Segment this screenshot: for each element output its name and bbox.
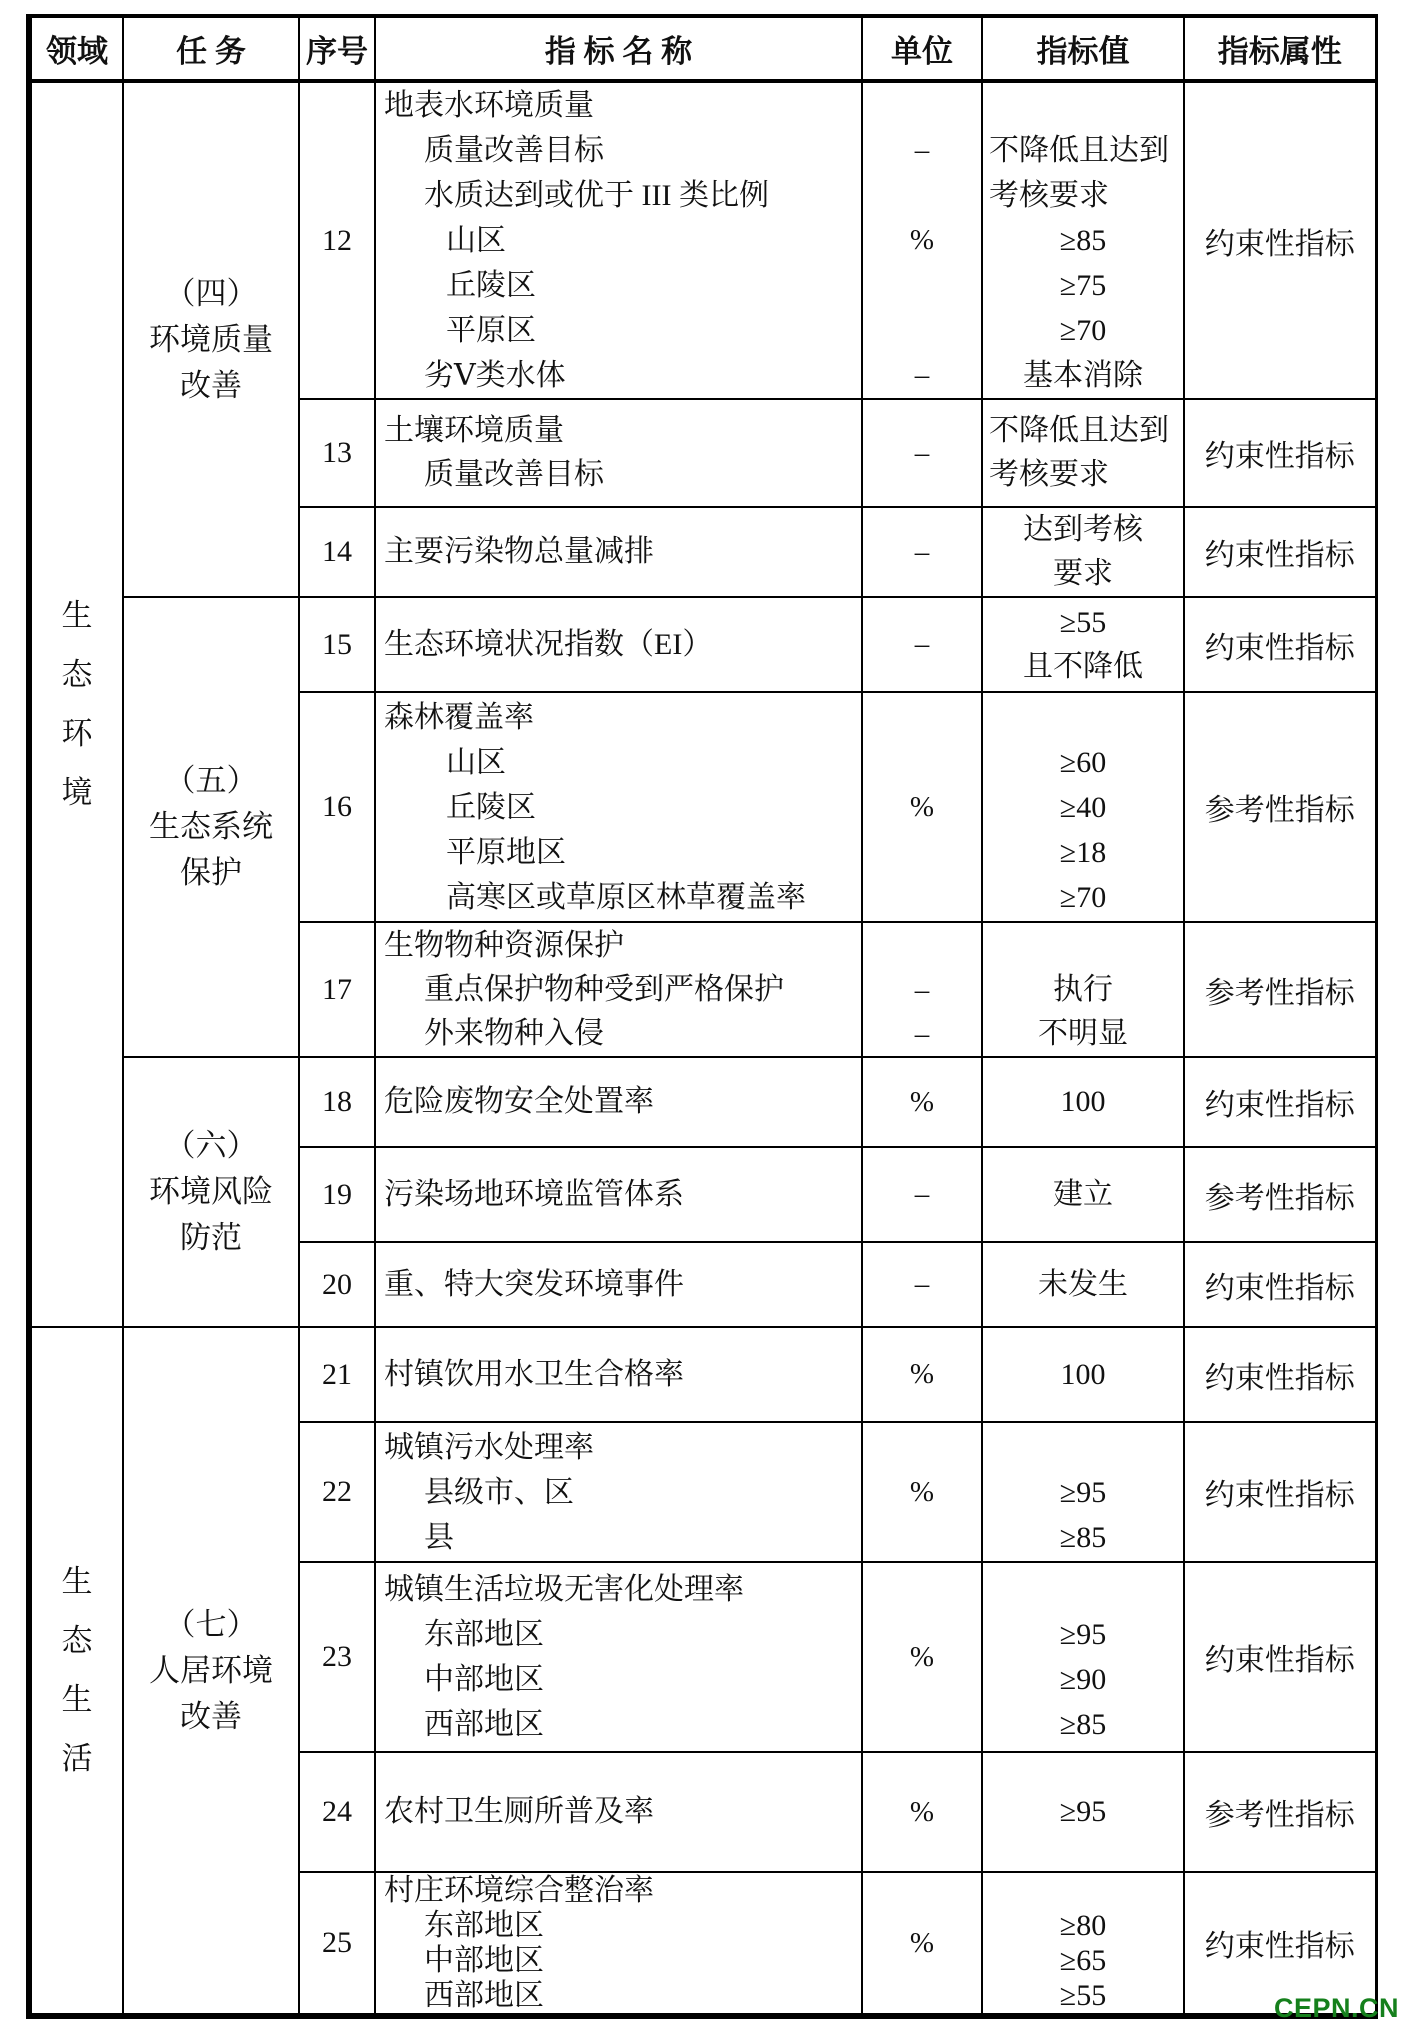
- unit-value: –: [914, 1268, 930, 1300]
- attribute-cell: [1184, 399, 1376, 507]
- unit-value: %: [909, 1085, 935, 1118]
- value-cell: [982, 1422, 1184, 1562]
- indicator-name-line: 山区: [446, 224, 506, 257]
- attribute-value: 参考性指标: [1204, 794, 1355, 827]
- value-cell: [982, 507, 1184, 597]
- task-cell: [123, 81, 299, 597]
- domain-label: [32, 1566, 122, 1775]
- domain-label: [32, 600, 122, 809]
- indicator-name-line: 平原区: [446, 314, 536, 347]
- indicator-name-cell: [375, 1327, 862, 1422]
- indicator-value: [983, 924, 1183, 968]
- attribute-value: 参考性指标: [1204, 976, 1355, 1010]
- unit-cell: [862, 1242, 982, 1327]
- header-unit: 单位: [862, 16, 982, 81]
- indicator-name-line: 外来物种入侵: [424, 1016, 604, 1050]
- task-label-line: 生态系统: [149, 809, 273, 844]
- indicator-value: 100: [1060, 1085, 1106, 1118]
- unit-cell: [862, 507, 982, 597]
- unit-cell: [862, 399, 982, 507]
- seq-cell: 14: [299, 507, 375, 597]
- unit-value: %: [909, 1926, 935, 1959]
- seq-cell: 22: [299, 1422, 375, 1562]
- value-cell: [982, 1872, 1184, 2016]
- header-attribute: 指标属性: [1184, 16, 1376, 81]
- domain-char: 活: [61, 1741, 93, 1776]
- header-domain: 领域: [29, 16, 123, 81]
- indicator-value: 达到考核: [1023, 513, 1143, 546]
- attribute-cell: [1184, 81, 1376, 399]
- seq-cell: 21: [299, 1327, 375, 1422]
- domain-char: 境: [61, 775, 93, 810]
- unit-cell: [862, 1752, 982, 1872]
- indicator-name-cell: [375, 507, 862, 597]
- indicator-name-line: 西部地区: [424, 1708, 544, 1741]
- indicator-value: [983, 1567, 1183, 1612]
- indicator-value: ≥18: [1059, 835, 1107, 869]
- indicator-name-line: 村镇饮用水卫生合格率: [384, 1357, 684, 1391]
- value-cell: [982, 399, 1184, 507]
- indicator-value: ≥70: [1059, 880, 1107, 914]
- indicator-value: ≥60: [1059, 745, 1107, 779]
- indicator-value: [983, 1873, 1183, 1908]
- task-label-line: （四）: [164, 275, 258, 311]
- indicator-value: ≥70: [1059, 314, 1107, 347]
- task-label-line: 改善: [180, 367, 242, 403]
- task-label-line: 环境风险: [149, 1174, 273, 1209]
- task-cell: [123, 1327, 299, 2016]
- table-header: [29, 16, 1376, 81]
- task-label-line: 防范: [180, 1220, 242, 1255]
- indicator-name-cell: [375, 399, 862, 507]
- attribute-value: 约束性指标: [1204, 1089, 1355, 1122]
- indicator-name-line: 生物物种资源保护: [384, 928, 624, 962]
- indicator-value: [983, 1425, 1183, 1470]
- indicator-value: 不降低且达到: [989, 414, 1169, 447]
- unit-cell: [862, 1327, 982, 1422]
- attribute-value: 约束性指标: [1204, 1271, 1355, 1305]
- unit-value: –: [914, 628, 930, 660]
- indicator-name-line: 丘陵区: [446, 269, 536, 302]
- indicator-name-line: 中部地区: [424, 1944, 544, 1977]
- indicator-value: 不明显: [1038, 1016, 1128, 1050]
- indicator-name-cell: [375, 597, 862, 692]
- table-row: [29, 597, 1376, 692]
- indicator-name-line: 重点保护物种受到严格保护: [424, 972, 784, 1006]
- value-cell: [982, 922, 1184, 1057]
- indicator-name-line: 东部地区: [424, 1618, 544, 1651]
- indicator-name-cell: [375, 692, 862, 922]
- indicator-value: 考核要求: [989, 458, 1109, 491]
- domain-char: 态: [61, 1623, 93, 1658]
- indicator-value: ≥95: [1059, 1475, 1107, 1509]
- unit-cell: [862, 81, 982, 399]
- indicator-value: 要求: [1053, 557, 1113, 590]
- attribute-cell: [1184, 1422, 1376, 1562]
- task-label-line: 保护: [180, 855, 242, 890]
- indicator-value: 未发生: [1038, 1267, 1128, 1301]
- unit-value: [863, 263, 981, 308]
- header-seq: 序号: [299, 16, 375, 81]
- indicator-value: ≥85: [1059, 1520, 1107, 1554]
- unit-value: –: [914, 1178, 930, 1210]
- indicator-name-line: 森林覆盖率: [384, 700, 534, 734]
- unit-cell: [862, 1872, 982, 2016]
- indicator-value: ≥80: [1059, 1909, 1107, 1942]
- value-cell: [982, 597, 1184, 692]
- unit-value: %: [909, 1795, 935, 1828]
- domain-char: 生: [61, 1564, 93, 1599]
- unit-cell: [862, 1147, 982, 1242]
- header-task: 任 务: [123, 16, 299, 81]
- unit-value: [863, 83, 981, 128]
- unit-value: –: [914, 535, 930, 568]
- seq-cell: 25: [299, 1872, 375, 2016]
- unit-value: –: [914, 436, 930, 469]
- task-label-line: （六）: [164, 1128, 258, 1163]
- indicator-name-line: 平原地区: [446, 835, 566, 869]
- indicator-name-line: 重、特大突发环境事件: [384, 1267, 684, 1301]
- attribute-value: 约束性指标: [1204, 227, 1355, 261]
- unit-cell: [862, 1562, 982, 1752]
- indicator-name-line: 西部地区: [424, 1979, 544, 2012]
- indicator-value: ≥85: [1059, 224, 1107, 257]
- indicator-name-line: 县: [424, 1520, 454, 1554]
- indicator-name-line: 污染场地环境监管体系: [384, 1177, 684, 1211]
- indicator-value: 且不降低: [1023, 649, 1143, 683]
- seq-cell: 24: [299, 1752, 375, 1872]
- unit-value: –: [914, 359, 930, 391]
- seq-cell: 15: [299, 597, 375, 692]
- attribute-cell: [1184, 1562, 1376, 1752]
- header-indicator-name: 指 标 名 称: [375, 16, 862, 81]
- indicator-value: ≥40: [1059, 790, 1107, 824]
- unit-value: [863, 173, 981, 218]
- value-cell: [982, 1147, 1184, 1242]
- value-cell: [982, 81, 1184, 399]
- domain-cell: [29, 81, 123, 1327]
- attribute-cell: [1184, 1147, 1376, 1242]
- indicator-value: 不降低且达到: [989, 134, 1169, 167]
- attribute-value: 约束性指标: [1204, 1930, 1355, 1963]
- indicator-name-cell: [375, 1872, 862, 2016]
- indicator-value: 考核要求: [989, 179, 1109, 212]
- indicator-name-line: 城镇污水处理率: [384, 1430, 594, 1464]
- task-label: [124, 1602, 298, 1740]
- indicator-name-cell: [375, 81, 862, 399]
- unit-value: %: [909, 1358, 935, 1390]
- indicators-table: [26, 14, 1378, 2019]
- indicator-name-line: 生态环境状况指数（EI）: [384, 627, 713, 661]
- unit-value: %: [909, 1475, 935, 1508]
- attribute-value: 参考性指标: [1204, 1799, 1355, 1832]
- indicator-name-line: 高寒区或草原区林草覆盖率: [446, 880, 806, 914]
- indicator-name-line: 城镇生活垃圾无害化处理率: [384, 1573, 744, 1606]
- seq-cell: 19: [299, 1147, 375, 1242]
- task-label: [124, 758, 298, 896]
- unit-value: –: [914, 134, 930, 166]
- domain-char: 态: [61, 657, 93, 692]
- unit-cell: [862, 922, 982, 1057]
- unit-value: [863, 924, 981, 968]
- attribute-value: 约束性指标: [1204, 1479, 1355, 1512]
- seq-cell: 13: [299, 399, 375, 507]
- indicator-name-line: 农村卫生厕所普及率: [384, 1795, 654, 1828]
- value-cell: [982, 692, 1184, 922]
- indicator-name-line: 危险废物安全处置率: [384, 1085, 654, 1118]
- indicator-name-line: 主要污染物总量减排: [384, 535, 654, 568]
- indicator-name-cell: [375, 1562, 862, 1752]
- attribute-cell: [1184, 507, 1376, 597]
- task-label-line: 改善: [180, 1698, 242, 1734]
- indicator-name-line: 土壤环境质量: [384, 414, 564, 447]
- unit-value: %: [909, 790, 935, 823]
- indicator-value: 执行: [1053, 972, 1113, 1006]
- unit-cell: [862, 597, 982, 692]
- task-cell: [123, 1057, 299, 1327]
- table-row: [29, 1057, 1376, 1147]
- indicator-name-line: 地表水环境质量: [384, 89, 594, 122]
- attribute-cell: [1184, 692, 1376, 922]
- indicator-name-line: 丘陵区: [446, 790, 536, 824]
- seq-cell: 12: [299, 81, 375, 399]
- task-label: [124, 1123, 298, 1261]
- task-label: [124, 271, 298, 409]
- value-cell: [982, 1327, 1184, 1422]
- attribute-value: 约束性指标: [1204, 1361, 1355, 1395]
- attribute-value: 约束性指标: [1204, 539, 1355, 572]
- indicator-name-line: 水质达到或优于 III 类比例: [424, 179, 769, 212]
- domain-char: 环: [61, 716, 93, 751]
- indicator-value: ≥75: [1059, 269, 1107, 302]
- seq-cell: 17: [299, 922, 375, 1057]
- indicator-value: ≥55: [1059, 605, 1107, 639]
- header-row: [29, 16, 1376, 81]
- unit-cell: [862, 692, 982, 922]
- attribute-value: 参考性指标: [1204, 1181, 1355, 1215]
- attribute-cell: [1184, 1327, 1376, 1422]
- value-cell: [982, 1562, 1184, 1752]
- attribute-value: 约束性指标: [1204, 1644, 1355, 1677]
- indicator-name-cell: [375, 1057, 862, 1147]
- header-value: 指标值: [982, 16, 1184, 81]
- indicator-name-line: 劣Ⅴ类水体: [424, 359, 566, 392]
- unit-value: [863, 308, 981, 353]
- table-row: [29, 1327, 1376, 1422]
- indicator-value: ≥95: [1059, 1795, 1107, 1828]
- task-label-line: （七）: [164, 1606, 258, 1642]
- indicator-name-line: 中部地区: [424, 1663, 544, 1696]
- attribute-value: 约束性指标: [1204, 631, 1355, 665]
- value-cell: [982, 1242, 1184, 1327]
- indicator-value: 基本消除: [1023, 359, 1143, 392]
- attribute-cell: [1184, 922, 1376, 1057]
- task-label-line: 人居环境: [149, 1652, 273, 1688]
- indicator-name-line: 东部地区: [424, 1909, 544, 1942]
- indicator-name-line: 山区: [446, 745, 506, 779]
- seq-cell: 23: [299, 1562, 375, 1752]
- indicator-name-line: 质量改善目标: [424, 458, 604, 491]
- attribute-value: 约束性指标: [1204, 440, 1355, 473]
- indicator-name-line: 质量改善目标: [424, 134, 604, 167]
- indicator-name-line: 村庄环境综合整治率: [384, 1874, 654, 1907]
- indicator-name-cell: [375, 922, 862, 1057]
- indicator-value: ≥85: [1059, 1708, 1107, 1741]
- indicator-value: [983, 83, 1183, 128]
- unit-cell: [862, 1422, 982, 1562]
- watermark: CEPN.CN: [1273, 1993, 1399, 2023]
- indicator-name-cell: [375, 1422, 862, 1562]
- attribute-cell: [1184, 597, 1376, 692]
- indicator-name-line: 县级市、区: [424, 1475, 574, 1509]
- indicator-value: ≥95: [1059, 1618, 1107, 1651]
- unit-cell: [862, 1057, 982, 1147]
- indicator-value: ≥55: [1059, 1979, 1107, 2012]
- indicator-value: ≥90: [1059, 1663, 1107, 1696]
- unit-value: –: [914, 973, 930, 1006]
- indicator-value: [983, 695, 1183, 740]
- unit-value: %: [909, 224, 935, 256]
- indicator-name-cell: [375, 1242, 862, 1327]
- domain-char: 生: [61, 598, 93, 633]
- indicator-name-cell: [375, 1147, 862, 1242]
- unit-value: %: [909, 1640, 935, 1673]
- indicator-value: 100: [1060, 1357, 1106, 1391]
- value-cell: [982, 1057, 1184, 1147]
- seq-cell: 18: [299, 1057, 375, 1147]
- seq-cell: 20: [299, 1242, 375, 1327]
- task-label-line: （五）: [164, 763, 258, 798]
- value-cell: [982, 1752, 1184, 1872]
- task-cell: [123, 597, 299, 1057]
- domain-cell: [29, 1327, 123, 2016]
- domain-char: 生: [61, 1682, 93, 1717]
- table-body: [29, 81, 1376, 2016]
- attribute-cell: [1184, 1752, 1376, 1872]
- table-row: [29, 81, 1376, 399]
- unit-value: –: [914, 1017, 930, 1050]
- attribute-cell: [1184, 1057, 1376, 1147]
- indicator-value: 建立: [1053, 1177, 1113, 1211]
- attribute-cell: [1184, 1242, 1376, 1327]
- indicator-name-cell: [375, 1752, 862, 1872]
- indicator-value: ≥65: [1059, 1944, 1107, 1977]
- seq-cell: 16: [299, 692, 375, 922]
- task-label-line: 环境质量: [149, 321, 273, 357]
